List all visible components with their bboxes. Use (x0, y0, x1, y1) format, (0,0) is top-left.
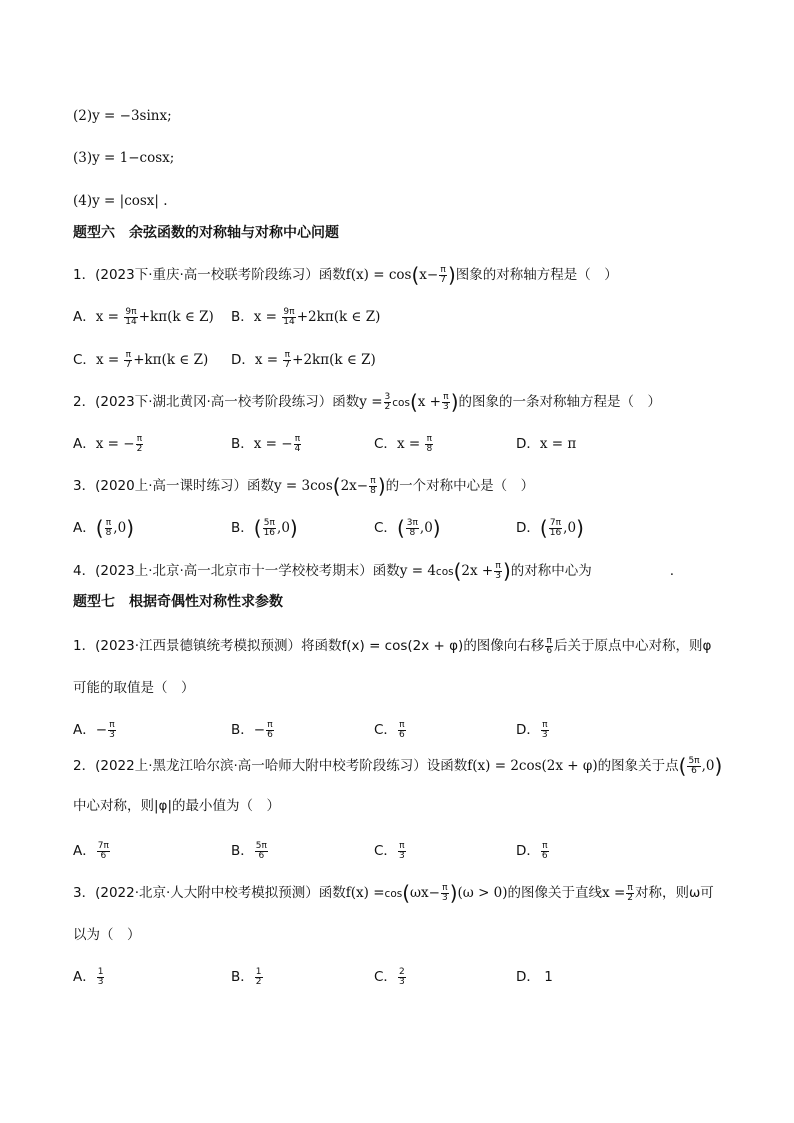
s7-q2-option-d[interactable]: D． $\frac{\pi}{6}$ (516, 840, 548, 861)
s6-q1-option-c[interactable]: C．x = $\frac{\pi}{7}$ +kπ(k ∈ Z) (73, 349, 209, 370)
s6-q1-option-d[interactable]: D．x = $\frac{\pi}{7}$ +2kπ(k ∈ Z) (231, 349, 376, 370)
s7-q2-option-c[interactable]: C． $\frac{\pi}{3}$ (374, 840, 405, 861)
section-6-title: 题型六 余弦函数的对称轴与对称中心问题 (73, 225, 339, 241)
s6-q3-stem: 3．(2020上·高一课时练习）函数y = 3cos(2x− $\frac{\pi}{8}$ )的一个对称中心是（ ） (73, 474, 535, 498)
s7-q2-option-a[interactable]: A． $\frac{7\pi}{6}$ (73, 840, 109, 861)
s7-q2-stem-line2: 中心对称，则|φ|的最小值为（ ） (73, 798, 281, 814)
s7-q1-option-b[interactable]: B．− $\frac{\pi}{6}$ (231, 719, 273, 740)
fraction: $\frac{\pi}{7}$ (440, 264, 446, 285)
prev-item-4: (4)y = |cosx| . (73, 193, 168, 209)
s6-q2-option-b[interactable]: B．x = − $\frac{\pi}{4}$ (231, 433, 301, 454)
s6-q3-option-d[interactable]: D．( $\frac{7\pi}{16}$ ,0) (516, 516, 584, 540)
s6-q1-stem: 1．(2023下·重庆·高一校联考阶段练习）函数f(x) = cos(x− $\frac{\pi}{7}$ )图象的对称轴方程是（ ） (73, 263, 618, 287)
s7-q1-stem-line2: 可能的取值是（ ） (73, 680, 195, 696)
s7-q2-option-b[interactable]: B． $\frac{5\pi}{6}$ (231, 840, 267, 861)
s7-q1-option-a[interactable]: A．− $\frac{\pi}{3}$ (73, 719, 115, 740)
s7-q3-option-a[interactable]: A． $\frac{1}{3}$ (73, 966, 104, 987)
s6-q3-option-a[interactable]: A．( $\frac{\pi}{8}$ ,0) (73, 516, 134, 540)
section-7-title: 题型七 根据奇偶性对称性求参数 (73, 594, 283, 610)
prev-item-2: (2)y = −3sinx; (73, 108, 172, 124)
s7-q1-option-d[interactable]: D． $\frac{\pi}{3}$ (516, 719, 548, 740)
s7-q3-option-b[interactable]: B． $\frac{1}{2}$ (231, 966, 262, 987)
s7-q2-stem: 2．(2022上·黑龙江哈尔滨·高一哈师大附中校考阶段练习）设函数f(x) = 2cos(2x + φ)的图象关于点( $\frac{5\pi}{6}$ ,0) (73, 754, 723, 778)
s6-q1-option-b[interactable]: B．x = $\frac{9\pi}{14}$ +2kπ(k ∈ Z) (231, 306, 381, 327)
s6-q2-stem: 2．(2023下·湖北黄冈·高一校考阶段练习）函数y = $\frac{3}{2}$ cos(x + $\frac{\pi}{3}$ )的图象的一条对称轴方程是（ ） (73, 390, 662, 414)
s7-q1-option-c[interactable]: C． $\frac{\pi}{6}$ (374, 719, 405, 740)
s6-q3-option-c[interactable]: C．( $\frac{3\pi}{8}$ ,0) (374, 516, 441, 540)
s6-q2-option-d[interactable]: D．x = π (516, 436, 577, 452)
s6-q4-stem: 4．(2023上·北京·高一北京市十一学校校考期末）函数y = 4cos(2x + $\frac{\pi}{3}$ )的对称中心为 . (73, 559, 675, 583)
s6-q2-option-a[interactable]: A．x = − $\frac{\pi}{2}$ (73, 433, 143, 454)
s7-q1-stem: 1．(2023·江西景德镇统考模拟预测）将函数f(x) = cos(2x + φ)的图像向右移 $\frac{\pi}{6}$ 后关于原点中心对称，则φ (73, 635, 712, 656)
s7-q3-stem-line2: 以为（ ） (73, 927, 141, 943)
s7-q3-option-d[interactable]: D． 1 (516, 969, 553, 985)
s6-q2-option-c[interactable]: C．x = $\frac{\pi}{8}$ (374, 433, 433, 454)
s7-q3-option-c[interactable]: C． $\frac{2}{3}$ (374, 966, 405, 987)
prev-item-3: (3)y = 1−cosx; (73, 150, 175, 166)
s7-q3-stem: 3．(2022·北京·人大附中校考模拟预测）函数f(x) =cos(ωx− $\frac{\pi}{3}$ )(ω > 0)的图像关于直线x = $\frac{\pi}{2}$ 对称，则ω可 (73, 881, 714, 905)
s6-q1-option-a[interactable]: A．x = $\frac{9\pi}{14}$ +kπ(k ∈ Z) (73, 306, 214, 327)
s6-q3-option-b[interactable]: B．( $\frac{5\pi}{16}$ ,0) (231, 516, 298, 540)
